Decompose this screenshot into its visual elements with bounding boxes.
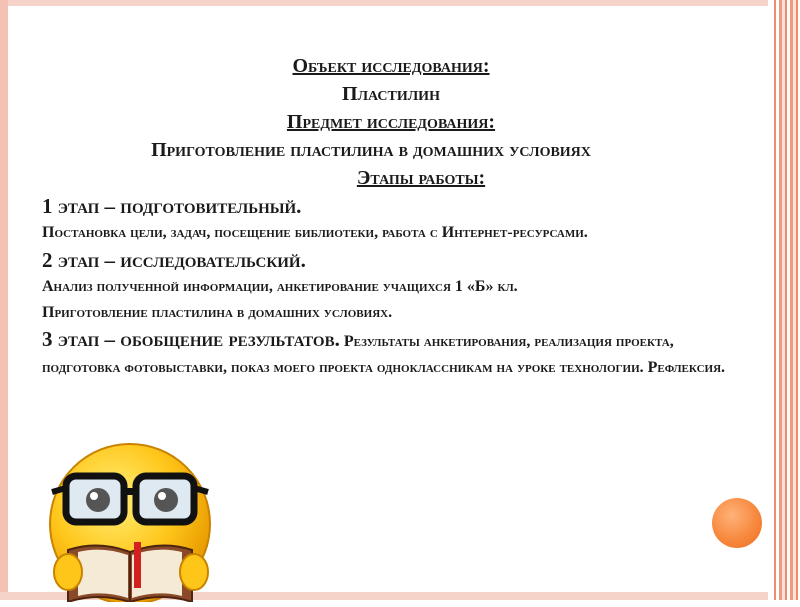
- decorative-stripes: [768, 0, 800, 600]
- object-label: Объект исследования:: [292, 55, 490, 77]
- stage2-line1: Анализ полученной информации, анкетирование учащихся 1 «Б» кл.: [42, 278, 518, 295]
- object-value: Пластилин: [342, 83, 440, 105]
- slide-content: [42, 52, 736, 381]
- stage2-line2: Приготовление пластилина в домашних условиях.: [42, 304, 393, 321]
- subject-label: Предмет исследования:: [286, 111, 496, 133]
- orange-circle-icon: [712, 498, 762, 548]
- stage2-title: 2 этап – исследовательский.: [42, 248, 306, 272]
- stage1-title: 1 этап – подготовительный.: [42, 194, 302, 218]
- stage3-text: Результаты анкетирования, реализация проекта, подготовка фотовыставки, показ моего проекта одноклассникам на уроке технологии. Рефлексия.: [42, 333, 726, 376]
- slide-frame-top: [0, 0, 800, 6]
- slide-frame-left: [0, 0, 8, 600]
- stage3: [42, 326, 736, 381]
- reading-smiley-icon: [38, 432, 258, 602]
- stage3-title: 3 этап – обобщение результатов.: [42, 327, 340, 351]
- stage1-text: Постановка цели, задач, посещение библиотеки, работа с Интернет-ресурсами.: [42, 224, 588, 241]
- subject-value: Приготовление пластилина в домашних условиях: [151, 139, 591, 161]
- stages-label: Этапы работы:: [356, 167, 486, 189]
